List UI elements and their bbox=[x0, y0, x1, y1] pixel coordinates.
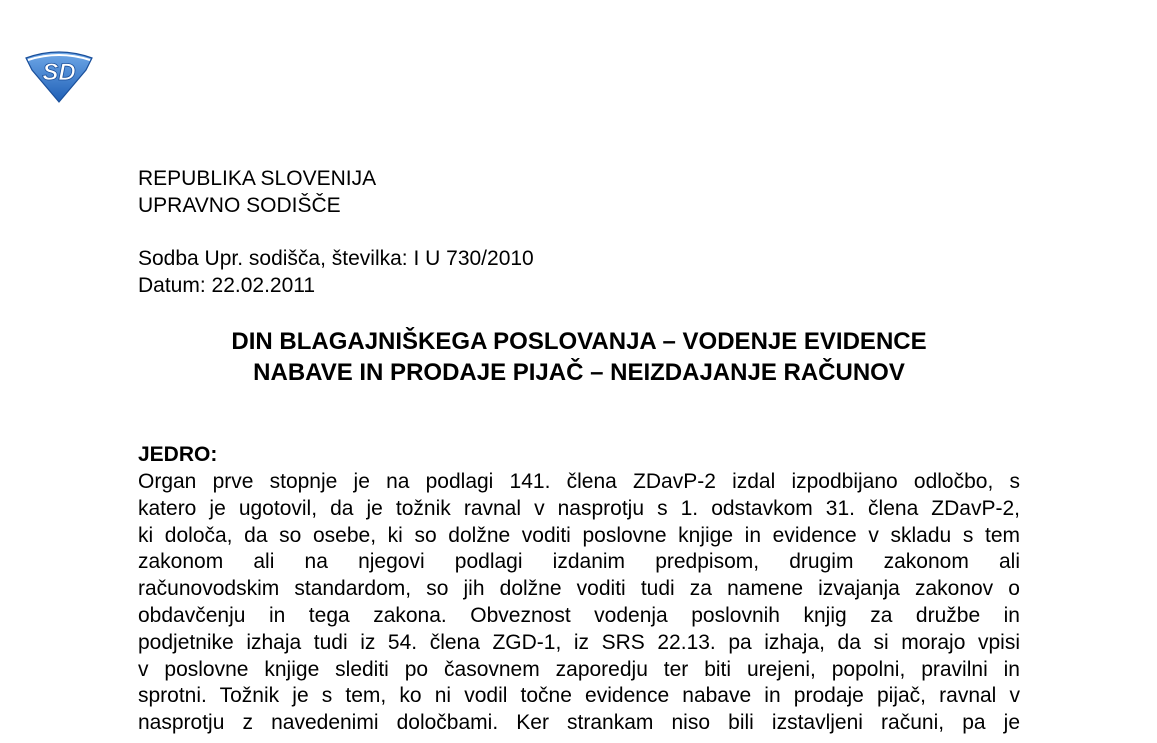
case-date: Datum: 22.02.2011 bbox=[138, 274, 316, 297]
body-line: računovodskim standardom, so jih dolžne voditi tudi za namene izvajanja zakonov o bbox=[138, 577, 1020, 601]
case-number: Sodba Upr. sodišča, številka: I U 730/2010 bbox=[138, 247, 534, 270]
case-info bbox=[138, 245, 534, 299]
country-name: REPUBLIKA SLOVENIJA bbox=[138, 167, 377, 190]
document-title bbox=[138, 326, 1020, 388]
body-line: Organ prve stopnje je na podlagi 141. člena ZDavP-2 izdal izpodbijano odločbo, s bbox=[138, 470, 1020, 493]
body-line: obdavčenju in tega zakona. Obveznost vodenja poslovnih knjig za družbe in bbox=[138, 603, 1020, 627]
jedro-body bbox=[138, 469, 1020, 737]
body-line: v poslovne knjige slediti po časovnem zaporedju ter biti urejeni, popolni, pravilni in bbox=[138, 657, 1020, 681]
body-line: sprotni. Tožnik je s tem, ko ni vodil točne evidence nabave in prodaje pijač, ravnal v bbox=[138, 684, 1020, 708]
svg-text:SD: SD bbox=[42, 59, 76, 86]
title-line-1: DIN BLAGAJNIŠKEGA POSLOVANJA – VODENJE EVIDENCE bbox=[231, 328, 927, 355]
title-line-2: NABAVE IN PRODAJE PIJAČ – NEIZDAJANJE RAČUNOV bbox=[253, 359, 905, 386]
court-header bbox=[138, 165, 376, 219]
body-line: nasprotju z navedenimi določbami. Ker strankam niso bili izstavljeni računi, pa je bbox=[138, 711, 1020, 735]
body-line: ki določa, da so osebe, ki so dolžne voditi poslovne knjige in evidence v skladu s tem bbox=[138, 523, 1020, 547]
jedro-heading: JEDRO: bbox=[138, 443, 218, 466]
sd-shield-logo-icon bbox=[22, 48, 96, 104]
body-line: podjetnike izhaja tudi iz 54. člena ZGD-1, iz SRS 22.13. pa izhaja, da si morajo vpisi bbox=[138, 630, 1020, 654]
body-line: zakonom ali na njegovi podlagi izdanim predpisom, drugim zakonom ali bbox=[138, 550, 1020, 574]
court-name: UPRAVNO SODIŠČE bbox=[138, 194, 341, 217]
body-line: katero je ugotovil, da je tožnik ravnal v nasprotju s 1. odstavkom 31. člena ZDavP-2, bbox=[138, 496, 1020, 520]
